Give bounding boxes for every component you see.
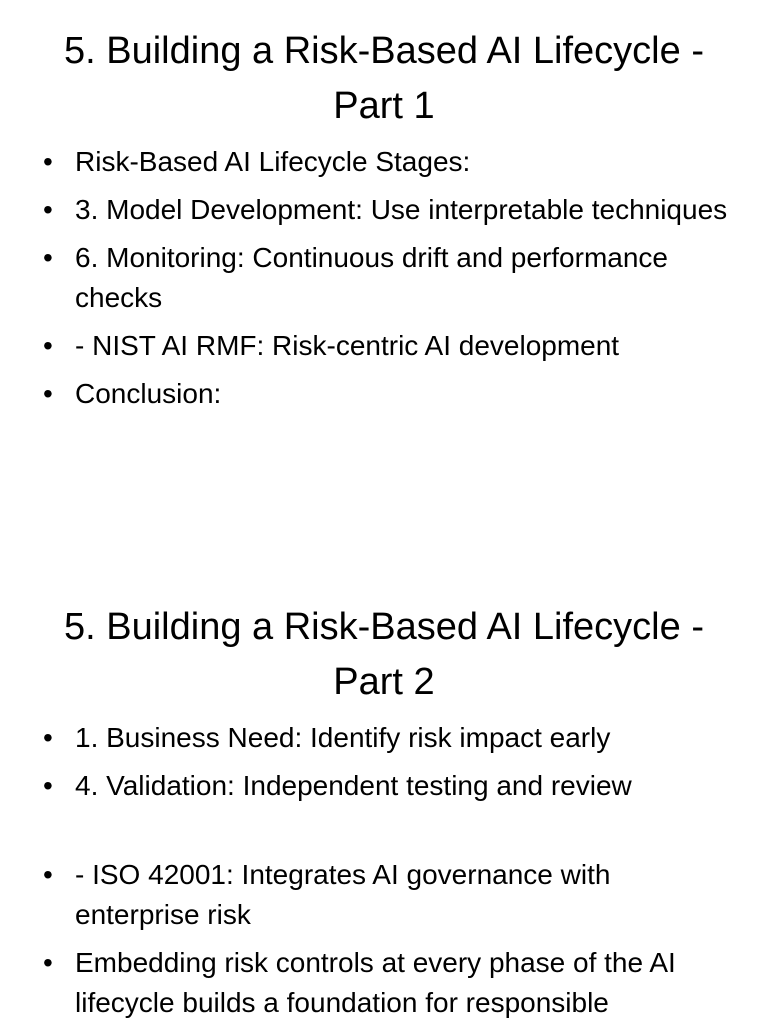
bullet-list <box>0 142 768 414</box>
bullet-item: • - ISO 42001: Integrates AI governance with enterprise risk <box>75 855 728 935</box>
slide-part-2 <box>0 600 768 1031</box>
bullet-list <box>0 718 768 1023</box>
bullet-item: • 6. Monitoring: Continuous drift and performance checks <box>75 238 728 318</box>
bullet-item: • 1. Business Need: Identify risk impact early <box>75 718 728 758</box>
slide-part-1 <box>0 24 768 422</box>
bullet-item: • Conclusion: <box>75 374 728 414</box>
slide-title: 5. Building a Risk-Based AI Lifecycle - Part 1 <box>64 30 704 127</box>
bullet-item: • 3. Model Development: Use interpretable techniques <box>75 190 728 230</box>
bullet-item: • - NIST AI RMF: Risk-centric AI development <box>75 326 728 366</box>
bullet-item: • 4. Validation: Independent testing and review <box>75 766 728 806</box>
bullet-item: • Embedding risk controls at every phase of the AI lifecycle builds a foundation for responsible <box>75 943 728 1023</box>
bullet-item: • Risk-Based AI Lifecycle Stages: <box>75 142 728 182</box>
slide-title: 5. Building a Risk-Based AI Lifecycle - Part 2 <box>64 606 704 703</box>
